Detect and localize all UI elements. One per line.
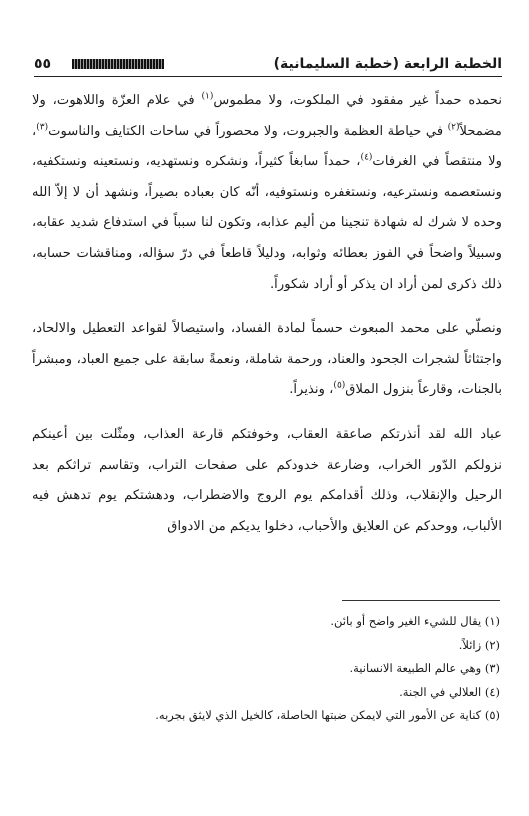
footnote-marker: (٤) <box>360 152 373 163</box>
paragraph-text: نحمده حمداً غير مفقود في الملكوت، ولا مطموس <box>213 93 502 108</box>
paragraph-text: عباد الله لقد أنذرتكم صاعقة العقاب، وخوفتكم قارعة العذاب، ومثّلت بين أعينكم نزولكم الدّور الخراب، وضارعة خدودكم على صفحات التراب، وتقاسم تراثكم بعد الرحيل والإنقلاب، وذلك أقدامكم يوم الروج والاضطراب، ودهشتكم يوم تدهش فيه الألباب، ووحدكم عن العلايق والأحباب، دخلوا يديكم من الادواق <box>32 426 502 534</box>
main-text <box>32 86 502 556</box>
chapter-title: الخطبة الرابعة (خطبة السليمانية) <box>273 56 502 72</box>
paragraph-text: ، ونذيراً. <box>289 382 334 398</box>
header-decorative-bar <box>72 59 164 69</box>
footnote-marker: (٥) <box>333 380 346 391</box>
paragraph <box>32 420 502 542</box>
paragraph-text: في حياطة العظمة والجبروت، ولا محصوراً في ساحات الكتايف والناسوت <box>48 123 448 139</box>
paragraph <box>32 86 502 300</box>
paragraph-text: ، ولا منتقصاً في الغرفات <box>32 123 502 170</box>
paragraph-text: ، حمداً سابغاً كثيراً، ونشكره ونستهديه، ونستعينه ونستكفيه، ونستعصمه ونسترعيه، ونستغفره ونستوفيه، أنّه كان بعباده بصيراً، ونشهد أن لا إلاّ الله وحده لا شرك له شهادة تنجينا من أليم عذابه، وتكون لنا سبباً في استدفاع شديد عقابه، وسبيلاً واضحاً في الفوز بعطائه وثوابه، ودليلاً قاطعاً في درّ سؤاله، ومناقشات حسابه، ذلك ذكرى لمن أراد ان يذكر أو أراد شكوراً. <box>32 154 502 292</box>
paragraph-text: ونصلّي على محمد المبعوث حسماً لمادة الفساد، واستيصالاً لقواعد التعطيل والالحاد، واجتثاثاً لشجرات الجحود والعناد، ورحمة شاملة، ونعمةً سابقة على جميع العباد، ومبشراً بالجنات، وقارعاً بنزول الملاق <box>32 321 502 398</box>
footnotes <box>40 610 500 728</box>
page-number: ٥٥ <box>34 56 52 72</box>
footnote-marker: (٣) <box>36 122 49 133</box>
footnote-marker: (٢) <box>447 122 460 133</box>
footnote-divider <box>342 600 500 601</box>
footnote-item: (٥) كناية عن الأمور التي لايمكن ضبتها الحاصلة، كالخيل الذي لايثق بجربه. <box>155 708 500 722</box>
footnote-marker: (١) <box>201 91 214 102</box>
header-divider <box>34 76 502 77</box>
paragraph-text: في علام العزّة واللاهوت، ولا مضمحلاً <box>32 93 502 139</box>
page-header <box>34 54 502 76</box>
footnote-item: (١) يقال للشيء الغير واضح أو بائن. <box>330 614 500 628</box>
footnote-item: (٢) زائلاً. <box>458 637 500 652</box>
footnote-item: (٣) وهي عالم الطبيعة الانسانية. <box>349 661 500 675</box>
paragraph <box>32 314 502 406</box>
footnote-item: (٤) العلالي في الجنة. <box>399 684 500 699</box>
